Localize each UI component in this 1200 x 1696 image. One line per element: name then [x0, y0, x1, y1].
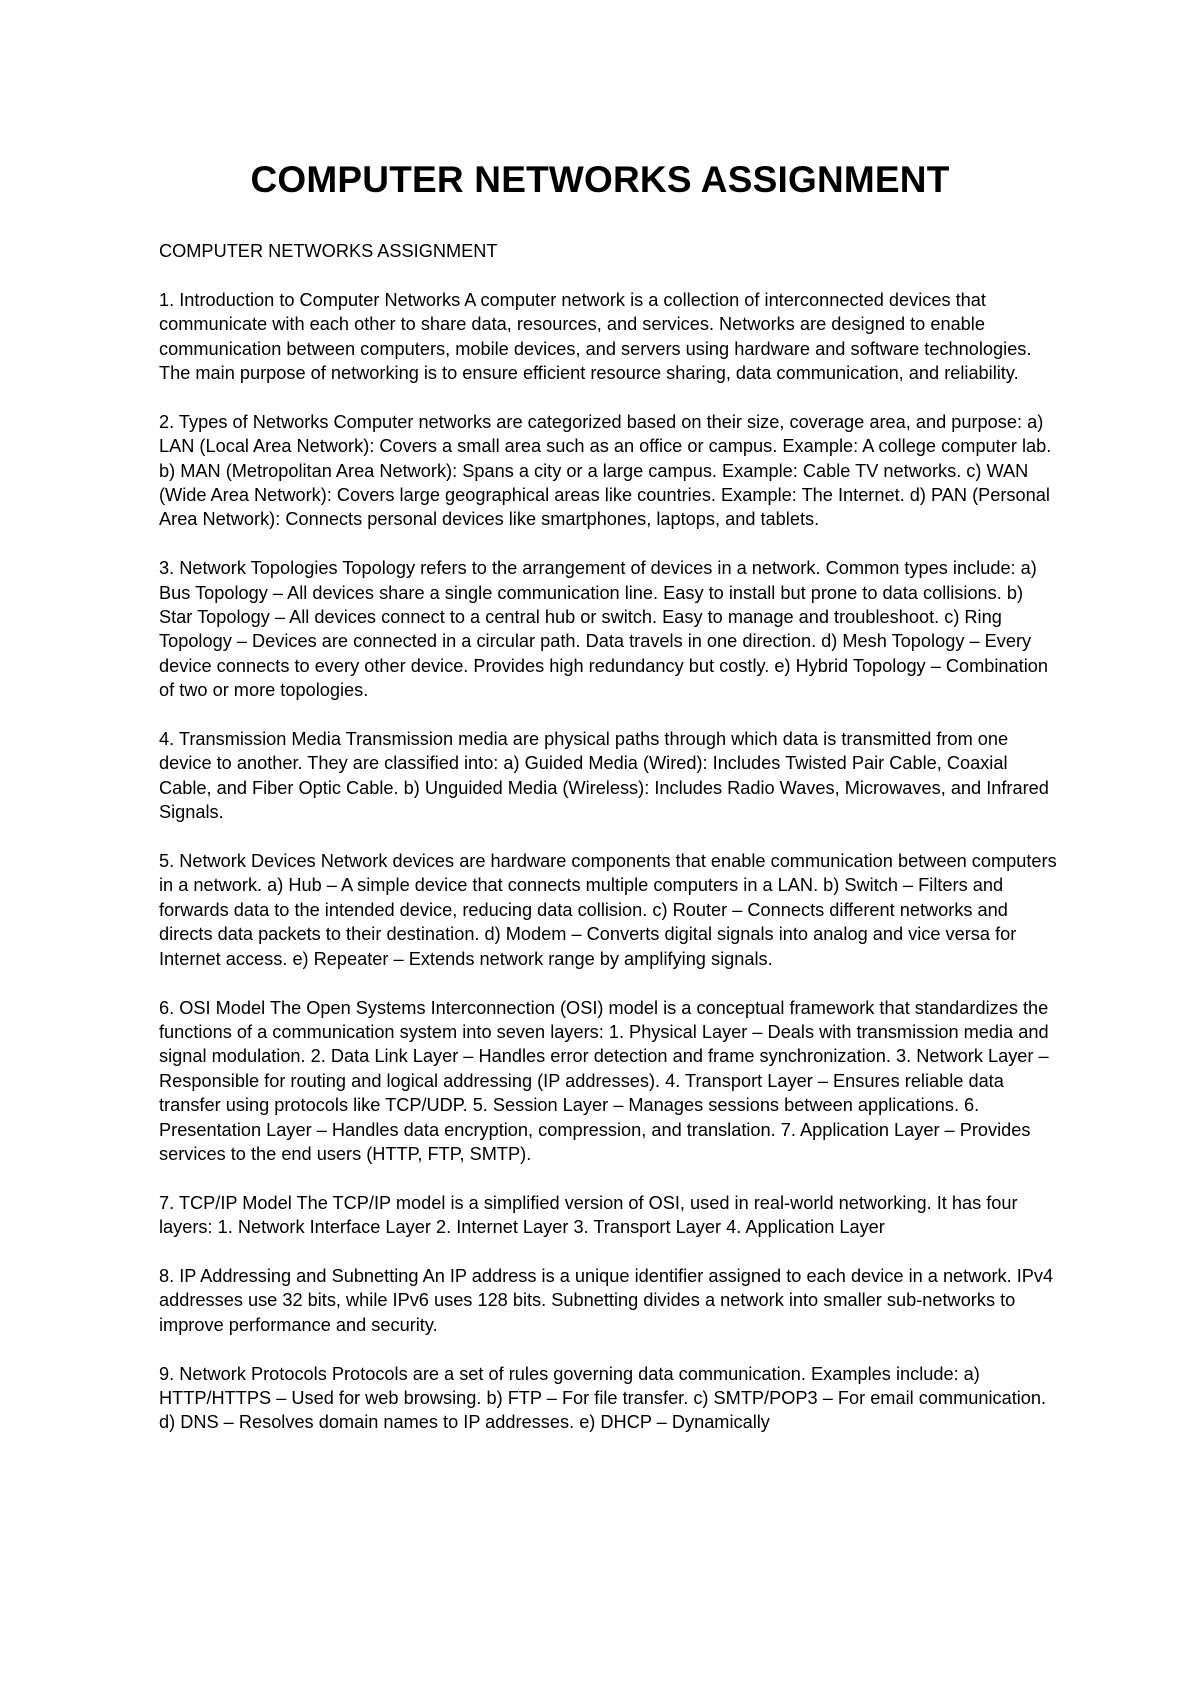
document-subtitle: COMPUTER NETWORKS ASSIGNMENT [159, 241, 498, 261]
paragraph-transmission-media: 4. Transmission Media Transmission media are physical paths through which data is transmitted from one device to another. They are classified into: a) Guided Media (Wired): Includes Twisted Pair Cable, Coaxial Cable, and Fiber Optic Cable. b) Unguided Media (Wireless): Includes Radio Waves, Microwaves, and Infrared Signals. [159, 729, 1049, 823]
paragraph-types-of-networks: 2. Types of Networks Computer networks are categorized based on their size, coverage area, and purpose: a) LAN (Local Area Network): Covers a small area such as an office or campus. Example: A college computer lab. b) MAN (Metropolitan Area Network): Spans a city or a large campus. Example: Cable TV networks. c) WAN (Wide Area Network): Covers large geographical areas like countries. Example: The Internet. d) PAN (Personal Area Network): Connects personal devices like smartphones, laptops, and tablets. [159, 411, 1052, 530]
paragraph-tcp-ip-model: 7. TCP/IP Model The TCP/IP model is a simplified version of OSI, used in real-world networking. It has four layers: 1. Network Interface Layer 2. Internet Layer 3. Transport Layer 4. Application Layer [159, 1192, 1018, 1238]
document-body [159, 239, 1059, 1459]
page-title: COMPUTER NETWORKS ASSIGNMENT [250, 159, 950, 200]
paragraph-network-protocols: 9. Network Protocols Protocols are a set of rules governing data communication. Examples include: a) HTTP/HTTPS – Used for web browsing. b) FTP – For file transfer. c) SMTP/POP3 – For email communication. d) DNS – Resolves domain names to IP addresses. e) DHCP – Dynamically [159, 1363, 1047, 1433]
paragraph-network-topologies: 3. Network Topologies Topology refers to the arrangement of devices in a network. Common types include: a) Bus Topology – All devices share a single communication line. Easy to install but prone to data collisions. b) Star Topology – All devices connect to a central hub or switch. Easy to manage and troubleshoot. c) Ring Topology – Devices are connected in a circular path. Data travels in one direction. d) Mesh Topology – Every device connects to every other device. Provides high redundancy but costly. e) Hybrid Topology – Combination of two or more topologies. [159, 558, 1048, 701]
paragraph-ip-addressing: 8. IP Addressing and Subnetting An IP address is a unique identifier assigned to each device in a network. IPv4 addresses use 32 bits, while IPv6 uses 128 bits. Subnetting divides a network into smaller sub-networks to improve performance and security. [159, 1265, 1054, 1335]
paragraph-osi-model: 6. OSI Model The Open Systems Interconnection (OSI) model is a conceptual framework that standardizes the functions of a communication system into seven layers: 1. Physical Layer – Deals with transmission media and signal modulation. 2. Data Link Layer – Handles error detection and frame synchronization. 3. Network Layer – Responsible for routing and logical addressing (IP addresses). 4. Transport Layer – Ensures reliable data transfer using protocols like TCP/UDP. 5. Session Layer – Manages sessions between applications. 6. Presentation Layer – Handles data encryption, compression, and translation. 7. Application Layer – Provides services to the end users (HTTP, FTP, SMTP). [159, 997, 1049, 1164]
paragraph-introduction: 1. Introduction to Computer Networks A computer network is a collection of interconnected devices that communicate with each other to share data, resources, and services. Networks are designed to enable communication between computers, mobile devices, and servers using hardware and software technologies. The main purpose of networking is to ensure efficient resource sharing, data communication, and reliability. [159, 289, 1032, 384]
paragraph-network-devices: 5. Network Devices Network devices are hardware components that enable communication between computers in a network. a) Hub – A simple device that connects multiple computers in a LAN. b) Switch – Filters and forwards data to the intended device, reducing data collision. c) Router – Connects different networks and directs data packets to their destination. d) Modem – Converts digital signals into analog and vice versa for Internet access. e) Repeater – Extends network range by amplifying signals. [159, 851, 1057, 969]
